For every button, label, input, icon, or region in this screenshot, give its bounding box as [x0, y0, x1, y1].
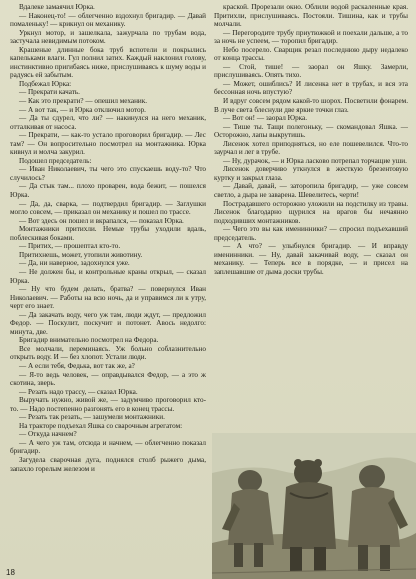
paragraph: — Да, ни наверное, задохнулся уже.: [19, 259, 130, 268]
paragraph: — Прекрати качать.: [19, 88, 80, 97]
paragraph: — А чего уж там, отсюда и начнем, — облегченно показал бригадир.: [10, 438, 206, 456]
paragraph: — Да ты сдурел, что ли? — накинулся на него механик, отталкивая от насоса.: [10, 114, 206, 131]
paragraph: — Ну, дурачок, — и Юрка ласково потрепал торчащие уши.: [223, 156, 407, 165]
paragraph: Пострадавшего осторожно уложили на подстилку из травы. Лисенок благодарно щурился на врагов бы нечаянно подходивших монтажников.: [214, 199, 408, 225]
right-text-column: [214, 3, 408, 277]
paragraph: — Может, ошиблись? И лисенка нет в трубах, и вся эта бессонная ночь впустую?: [214, 79, 408, 97]
paragraph: — А если тебя, Федька, вот так же, а?: [19, 361, 135, 370]
paragraph: Притихнешь, может, утопили животину.: [19, 250, 143, 259]
paragraph: — Вот здесь он пошел и вкрапался, — показал Юрка.: [19, 216, 184, 225]
paragraph: Вдалеке замаячил Юрка.: [19, 3, 95, 11]
paragraph: Подбежал Юрка:: [19, 79, 72, 88]
paragraph: — Ну что будем делать, братва? — повернулся Иван Николаевич. — Работы на всю ночь, да и управимся ли к утру, черт его знает.: [10, 285, 206, 311]
paragraph: — Стой, тише! — заорал он Яшку. Замерли, прислушиваясь. Опять тихо.: [214, 62, 408, 80]
paragraph: И вдруг совсем рядом какой-то шорох. Посветили фонарем. В луче света блеснули две яркие точки глаз.: [214, 97, 408, 114]
paragraph: — Наконец-то! — облегченно вздохнул бригадир. — Давай помаленьку! — крикнул он механику.: [10, 11, 206, 29]
paragraph: Уркнул мотор, и зашелкала, зажурчала по трубам вода, застучала невидимым потоком.: [10, 28, 206, 46]
paragraph: Выручать нужно, живой же, — задумчиво проговорил кто-то. — Надо постепенно разгонять его в конец трассы.: [10, 396, 206, 413]
paragraph: — Перегородите трубу приутюжкой и поехали дальше, а то за ночь не успеем, — торопил бригадир.: [214, 28, 408, 46]
paragraph: — Не должен бы, и контрольные краны открыл, — сказал Юрка.: [10, 267, 206, 285]
paragraph: На тракторе подъехал Яшка со сварочным агрегатом:: [19, 421, 183, 430]
paragraph: Все молчали, переминаясь. Уж больно соблазнительно открыть воду. И — без хлопот. Устали люди.: [10, 344, 206, 362]
paragraph: — Да, да, сварка, — подтвердил бригадир. — Заглушки могло совсем, — приказал он механику и пошел по трассе.: [10, 199, 206, 217]
paragraph: — Иван Николаевич, ты чего это спускаешь воду-то? Что случилось?: [10, 165, 206, 182]
paragraph: — Я-то ведь человек, — оправдывался Федор, — а это ж скотина, зверь.: [10, 370, 206, 388]
paragraph: Крашеные длинные бока труб вспотели и покрылись капельками влаги. Гул полнил затих. Каждый наклонил голову, инстинктивно пригибаясь ниже, прислушиваясь к шуму воды и радуясь ей забытым.: [10, 45, 206, 80]
paragraph: — А что? — улыбнулся бригадир. — И вправду именинники. — Ну, давай закачивай воду, — сказал он механику. — Теперь все в порядке, — и присел на заплешавшие от дыма доски трубы.: [214, 242, 408, 276]
paragraph: — Прекрати, — как-то устало проговорил бригадир. — Лес там? — Он вопросительно посмотрел на монтажника. Юрка кивнул и молча закурил.: [10, 131, 206, 157]
paragraph: — А вот так, — и Юрка отключил мотор.: [19, 105, 146, 114]
bear-illustration: [212, 433, 416, 579]
paragraph: — Резать так резать, — зашумели монтажники.: [19, 413, 165, 422]
paragraph: — Резать надо трассу, — сказал Юрка.: [19, 387, 138, 396]
paragraph: — Тише ты. Тащи полегоньку, — скомандовал Яшка. — Осторожно, лапы выкрутишь.: [214, 122, 408, 140]
paragraph: — Чего это вы как именинники? — спросил подъехавший председатель.: [214, 225, 408, 242]
paragraph: Загудела сварочная дуга, поднялся столб рыжего дыма, запахло горелым железом и: [10, 455, 206, 473]
paragraph: — Откуда начнем?: [19, 430, 77, 439]
paragraph: — Давай, давай, — заторопила бригадир, — уже совсем светло, а дыра не заварена. Шевелитесь, черти!: [214, 182, 408, 200]
paragraph: Подошел председатель:: [19, 156, 92, 165]
paragraph: Бригадир внимательно посмотрел на Федора.: [19, 336, 159, 345]
paragraph: краской. Прорезали окно. Облили водой раскаленные края. Притихли, прислушиваясь. Постояли. Тишина, как и трубы молчали.: [214, 3, 408, 29]
paragraph: Монтажники притихли. Немые трубы уходили вдаль, поблескивая боками.: [10, 225, 206, 242]
paragraph: — Да стык там... плохо проварен, вода бежит, — пошелся Юрка.: [10, 182, 206, 200]
paragraph: Небо посерело. Сварщик резал последнюю дыру недалеко от конца трассы.: [214, 45, 408, 63]
paragraph: Лисенок доверчиво уткнулся в жесткую брезентовую куртку и закрыл глаза.: [214, 165, 408, 182]
paragraph: — Да закачать воду, чего уж там, люди ждут, — предложил Федор. — Поскулит, поскучит и потонет. Авось недолго: минута, две.: [10, 310, 206, 336]
paragraph: — Вот он! — заорал Юрка.: [223, 114, 308, 123]
paragraph: Лисенок хотел приподняться, но еле пошевелился. Что-то заурчал и лег в трубе.: [214, 139, 408, 157]
paragraph: — Как это прекрати? — опешил механик.: [19, 97, 148, 106]
left-text-column: [10, 3, 206, 473]
paragraph: — Притих, — прошептал кто-то.: [19, 242, 121, 251]
page-number: 18: [6, 568, 15, 577]
